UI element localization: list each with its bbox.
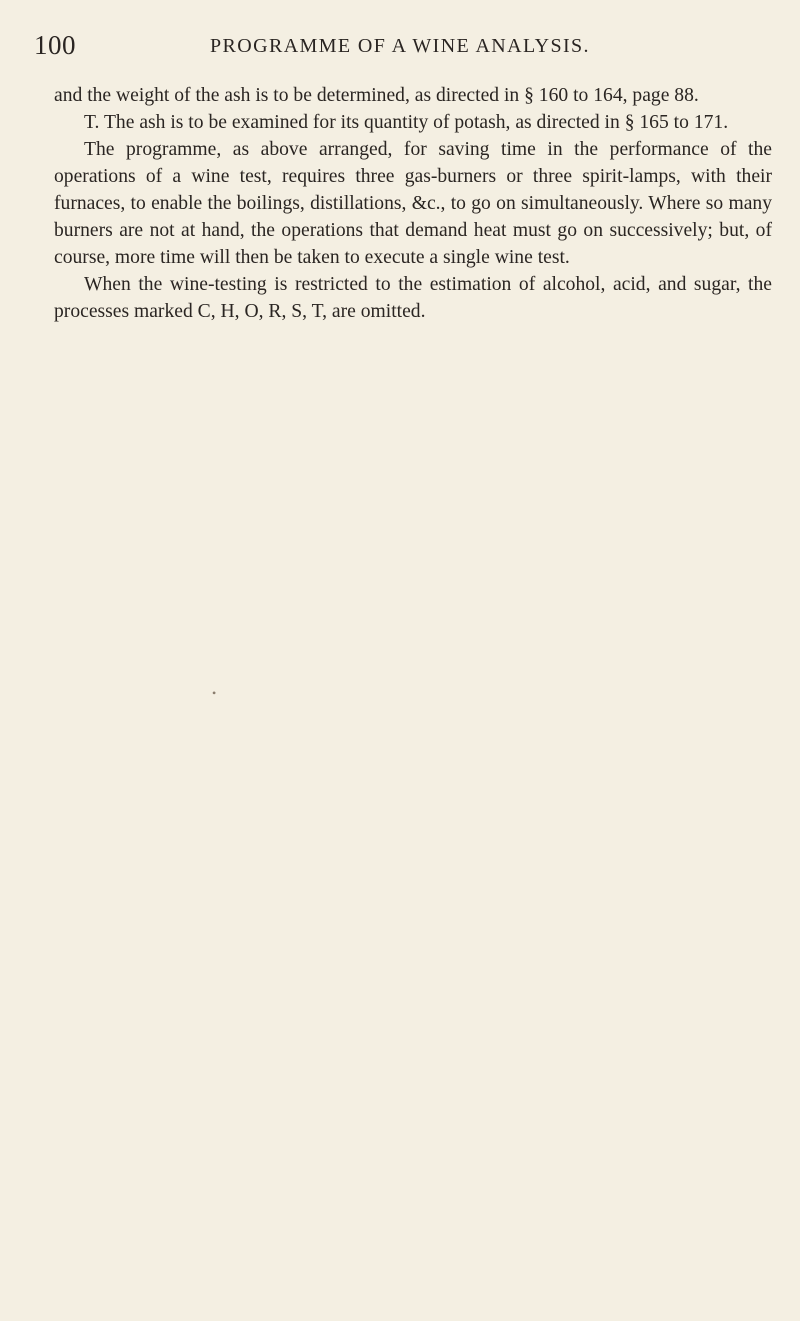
page-number: 100 xyxy=(34,30,76,60)
running-title: PROGRAMME OF A WINE ANALYSIS. xyxy=(210,35,590,57)
paragraph-continuation: and the weight of the ash is to be determined, as directed in § 160 to 164, page 88. xyxy=(54,85,699,106)
running-head xyxy=(34,30,772,60)
ink-speck: • xyxy=(212,686,217,700)
paragraph-item-t: T. The ash is to be examined for its quantity of potash, as directed in § 165 to 171. xyxy=(84,112,729,133)
paragraph-programme: The programme, as above arranged, for saving time in the performance of the operations of a wine test, requires three gas-burners or three spirit-lamps, with their furnaces, to enable the boilings, distillations, &c., to go on simultaneously. Where so many burners are not at hand, the operations that demand heat must go on successively; but, of course, more time will then be taken to execute a single wine test. xyxy=(54,139,772,268)
body-text xyxy=(54,82,772,325)
paragraph-restriction: When the wine-testing is restricted to the estimation of alcohol, acid, and sugar, the processes marked C, H, O, R, S, T, are omitted. xyxy=(54,274,772,322)
